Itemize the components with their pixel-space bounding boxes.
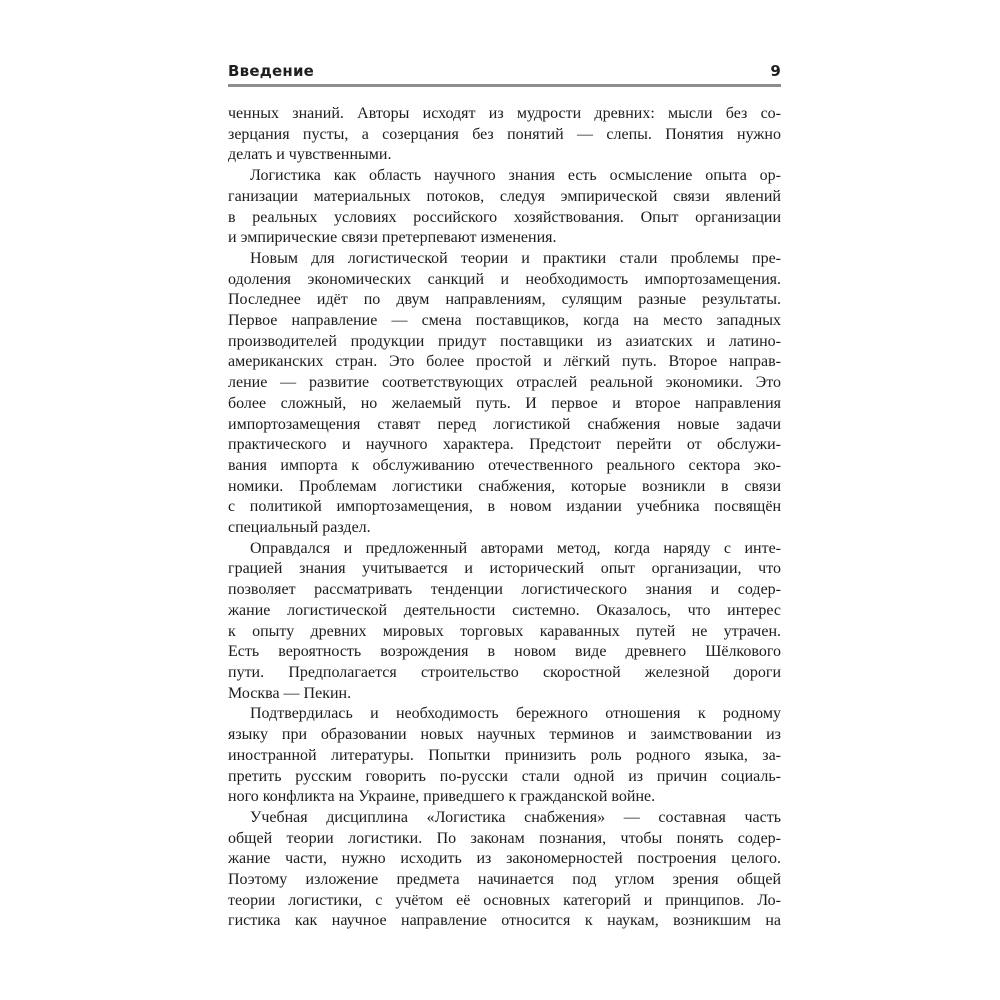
- text-line: грацией знания учитывается и исторический опыт организации, что: [228, 560, 781, 578]
- text-line: позволяет рассматривать тенденции логистического знания и содер-: [228, 581, 781, 599]
- page-body: [228, 104, 781, 932]
- page-content: [228, 62, 781, 932]
- text-line: ного конфликта на Украине, приведшего к гражданской войне.: [228, 788, 656, 806]
- text-line: делать и чувственными.: [228, 146, 392, 164]
- text-line: Новым для логистической теории и практики стали проблемы пре-: [250, 249, 781, 267]
- text-line: общей теории логистики. По законам познания, чтобы понять содер-: [228, 829, 781, 847]
- running-header: [228, 62, 781, 80]
- text-line: жание логистической деятельности системно. Оказалось, что интерес: [228, 601, 781, 619]
- text-line: претить русским говорить по-русски стали одной из причин социаль-: [228, 767, 781, 785]
- paragraph: [228, 539, 781, 705]
- text-line: Учебная дисциплина «Логистика снабжения» — составная часть: [250, 808, 781, 826]
- text-line: ченных знаний. Авторы исходят из мудрости древних: мысли без со-: [228, 105, 781, 122]
- text-line: Поэтому изложение предмета начинается под углом зрения общей: [228, 871, 781, 889]
- text-line: номики. Проблемам логистики снабжения, которые возникли в связи: [228, 477, 781, 495]
- paragraph: [228, 249, 781, 539]
- text-line: одоления экономических санкций и необходимость импортозамещения.: [228, 270, 781, 288]
- text-line: Есть вероятность возрождения в новом виде древнего Шёлкового: [228, 643, 781, 661]
- text-line: Оправдался и предложенный авторами метод, когда наряду с инте-: [250, 539, 781, 557]
- text-line: ганизации материальных потоков, следуя эмпирической связи явлений: [228, 187, 781, 205]
- text-line: с политикой импортозамещения, в новом издании учебника посвящён: [228, 498, 781, 516]
- text-line: зерцания пусты, а созерцания без понятий — слепы. Понятия нужно: [228, 125, 781, 143]
- paragraph: [228, 704, 781, 808]
- text-line: импортозамещения ставят перед логистикой снабжения новые задачи: [228, 415, 781, 433]
- text-line: специальный раздел.: [228, 519, 371, 537]
- text-line: языку при образовании новых научных терминов и заимствовании из: [228, 726, 781, 744]
- text-line: жание части, нужно исходить из закономерностей построения целого.: [228, 850, 781, 868]
- text-line: производителей продукции придут поставщики из азиатских и латино-: [228, 332, 781, 350]
- text-line: к опыту древних мировых торговых караванных путей не утрачен.: [228, 622, 781, 640]
- paragraph: [228, 808, 781, 932]
- text-line: более сложный, но желаемый путь. И первое и второе направления: [228, 394, 781, 412]
- text-line: Логистика как область научного знания есть осмысление опыта ор-: [250, 167, 781, 185]
- text-line: пути. Предполагается строительство скоростной железной дороги: [228, 663, 781, 681]
- text-line: вания импорта к обслуживанию отечественного реального сектора эко-: [228, 456, 781, 474]
- text-line: иностранной литературы. Попытки принизить роль родного языка, за-: [228, 746, 781, 764]
- page-number: 9: [770, 62, 781, 80]
- text-line: Первое направление — смена поставщиков, когда на место западных: [228, 312, 781, 330]
- text-line: в реальных условиях российского хозяйствования. Опыт организации: [228, 208, 781, 226]
- text-line: Подтвердилась и необходимость бережного отношения к родному: [250, 705, 781, 723]
- text-line: Москва — Пекин.: [228, 684, 352, 702]
- text-line: и эмпирические связи претерпевают изменения.: [228, 229, 557, 247]
- text-line: Последнее идёт по двум направлениям, сулящим разные результаты.: [228, 291, 781, 309]
- text-line: теории логистики, с учётом её основных категорий и принципов. Ло-: [228, 891, 781, 909]
- text-line: практического и научного характера. Предстоит перейти от обслужи-: [228, 436, 781, 454]
- paragraph: [228, 166, 781, 249]
- header-rule: [228, 84, 781, 87]
- paragraph: [228, 104, 781, 166]
- text-line: ление — развитие соответствующих отраслей реальной экономики. Это: [228, 374, 781, 392]
- text-line: гистика как научное направление относится к наукам, возникшим на: [228, 912, 781, 930]
- running-title: Введение: [228, 62, 315, 80]
- text-line: американских стран. Это более простой и лёгкий путь. Второе направ-: [228, 353, 781, 371]
